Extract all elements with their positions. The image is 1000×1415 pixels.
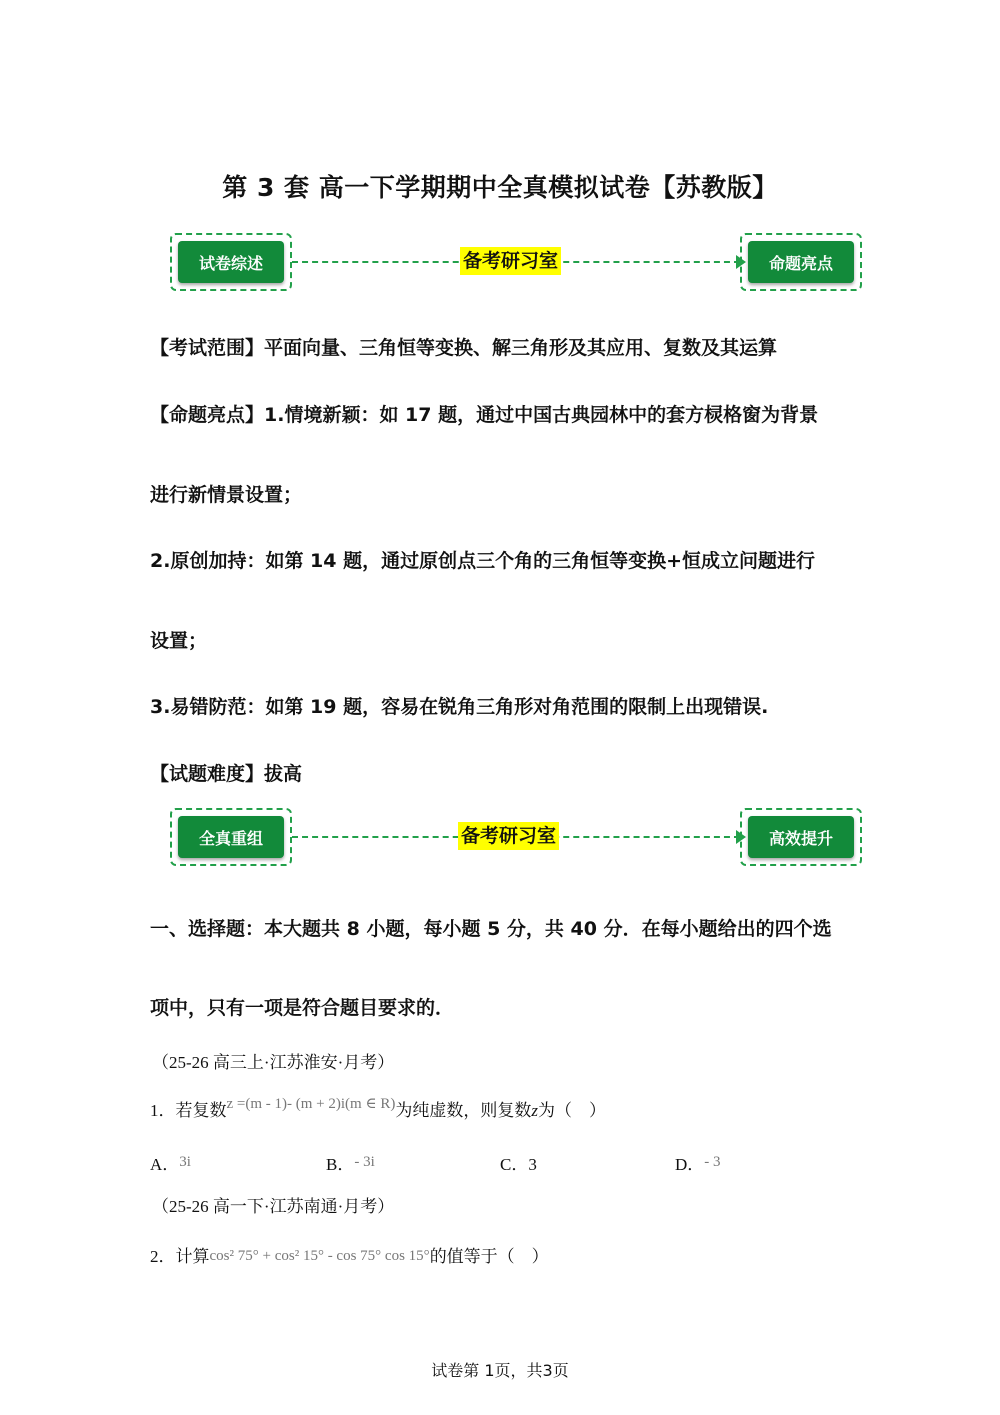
question-2 [150,1242,549,1267]
exam-scope: 【考试范围】平面向量、三角恒等变换、解三角形及其应用、复数及其运算 [150,337,778,359]
highlight-line-2: 2.原创加持：如第 14 题，通过原创点三个角的三角恒等变换+恒成立问题进行 [150,550,816,572]
option-label: B． [326,1155,355,1174]
difficulty: 【试题难度】拔高 [150,763,303,785]
question-text: 为（ ） [537,1101,606,1121]
variable: z [531,1101,538,1120]
option-label: C． [500,1155,529,1174]
question-number: 1． [150,1101,176,1120]
banner-left-label: 试卷综述 [178,241,284,283]
banner-right-label: 命题亮点 [748,241,854,283]
page-footer: 试卷第 1页，共3页 [431,1361,569,1380]
question-text: 为纯虚数，则复数 [395,1101,532,1121]
question-1 [150,1096,606,1121]
question-2-source: （25-26 高一下·江苏南通·月考） [152,1197,395,1216]
banner-right-label: 高效提升 [748,816,854,858]
highlight-line-1: 【命题亮点】1.情境新颖：如 17 题，通过中国古典园林中的套方棂格窗为背景 [150,404,819,426]
option-label: A． [150,1155,180,1174]
option-value: - 3 [704,1154,721,1170]
highlight-line-1b: 进行新情景设置； [150,484,303,506]
banner-left-box [170,808,292,866]
question-1-source: （25-26 高三上·江苏淮安·月考） [152,1053,395,1072]
highlight-line-3: 3.易错防范：如第 19 题，容易在锐角三角形对角范围的限制上出现错误. [150,696,769,718]
banner-left-box [170,233,292,291]
banner-right-box [740,233,862,291]
option-value: 3 [528,1155,537,1174]
highlight-line-2b: 设置； [150,630,208,652]
option-d[interactable] [675,1150,721,1175]
question-text: 若复数 [175,1101,227,1121]
option-value: - 3i [354,1154,375,1170]
banner-center-label: 备考研习室 [458,822,559,850]
page-title: 第 3 套 高一下学期期中全真模拟试卷【苏教版】 [222,173,778,202]
section-heading-line-1: 一、选择题：本大题共 8 小题，每小题 5 分，共 40 分．在每小题给出的四个选 [150,918,832,940]
option-value: 3i [179,1154,191,1170]
banner-center-label: 备考研习室 [460,247,561,275]
section-heading-line-2: 项中，只有一项是符合题目要求的． [150,997,455,1019]
option-label: D． [675,1155,705,1174]
question-number: 2． [150,1247,176,1266]
banner-overview [170,233,862,291]
option-b[interactable] [326,1150,375,1175]
question-text: 的值等于（ ） [429,1247,549,1267]
formula: z =(m - 1)- (m + 2)i(m ∈ R) [226,1096,396,1112]
option-a[interactable] [150,1150,191,1175]
banner-left-label: 全真重组 [178,816,284,858]
banner-right-box [740,808,862,866]
formula: cos² 75° + cos² 15° - cos 75° cos 15° [209,1248,430,1264]
question-text: 计算 [175,1247,210,1267]
option-c[interactable] [500,1150,537,1175]
banner-section [170,808,862,866]
